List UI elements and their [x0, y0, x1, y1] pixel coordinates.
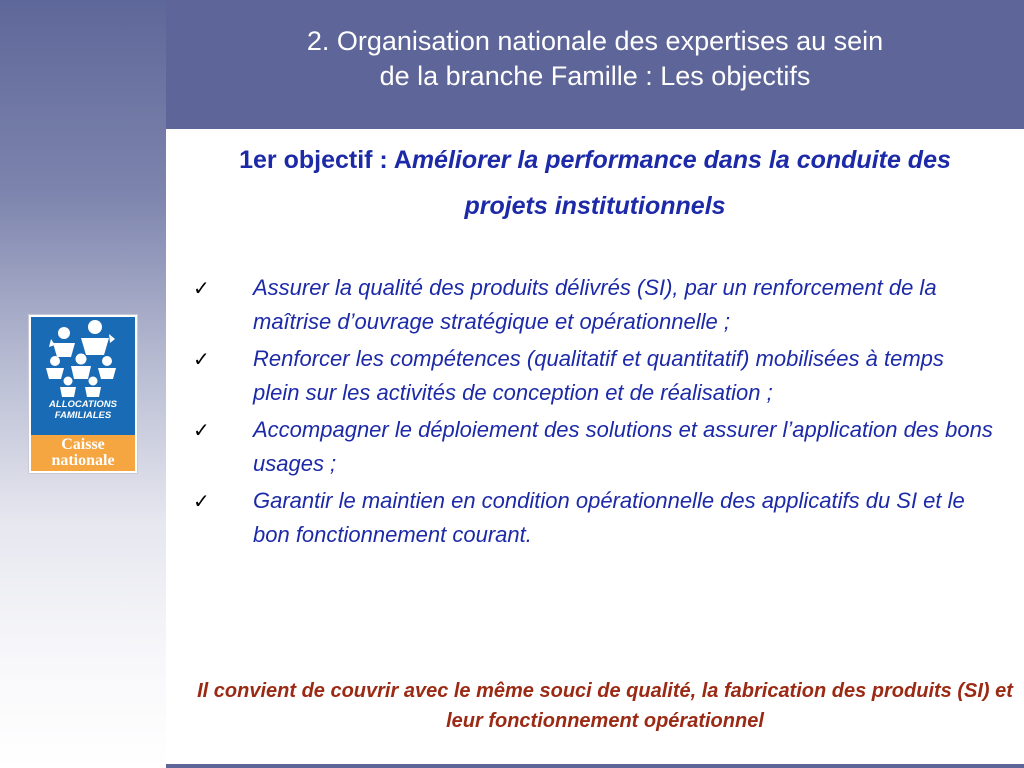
- header-banner: [166, 0, 1024, 129]
- checkmark-icon: ✓: [193, 418, 210, 442]
- list-item: [193, 342, 993, 410]
- conclusion-note: Il convient de couvrir avec le même souci de qualité, la fabrication des produits (SI) et leur fonctionnement opérationnel: [197, 680, 1013, 732]
- logo-text-line-1: ALLOCATIONS: [49, 399, 117, 410]
- bullet-text: Accompagner le déploiement des solutions et assurer l’application des bons usages ;: [253, 417, 993, 476]
- checkmark-icon: ✓: [193, 347, 210, 371]
- objective-emphasis: méliorer la performance dans la conduite des projets institutionnels: [411, 146, 951, 220]
- bullet-text: Renforcer les compétences (qualitatif et quantitatif) mobilisées à temps plein sur les activités de conception et de réalisation ;: [253, 346, 944, 405]
- bullet-text: Garantir le maintien en condition opérationnelle des applicatifs du SI et le bon fonctionnement courant.: [253, 488, 965, 547]
- logo-blue-panel: [31, 317, 135, 443]
- bottom-divider: [166, 764, 1024, 768]
- checkmark-icon: ✓: [193, 489, 210, 513]
- objective-heading: [200, 137, 990, 229]
- bullet-text: Assurer la qualité des produits délivrés (SI), par un renforcement de la maîtrise d’ouvrage stratégique et opérationnelle ;: [253, 275, 937, 334]
- objective-bullet-list: [193, 271, 993, 555]
- page-title: [307, 24, 883, 94]
- list-item: [193, 484, 993, 552]
- logo-nationale-text: nationale: [51, 452, 115, 469]
- logo-text: [31, 399, 135, 421]
- family-figures-icon: [31, 317, 135, 399]
- logo-orange-panel: [31, 435, 135, 471]
- title-line-2: de la branche Famille : Les objectifs: [379, 60, 811, 91]
- caf-logo: [28, 314, 138, 474]
- title-line-1: 2. Organisation nationale des expertises au sein: [306, 25, 884, 56]
- objective-prefix: 1er objectif : A: [239, 146, 412, 174]
- logo-text-line-2: FAMILIALES: [54, 410, 112, 421]
- list-item: [193, 413, 993, 481]
- checkmark-icon: ✓: [193, 276, 210, 300]
- list-item: [193, 271, 993, 339]
- logo-caisse-text: Caisse: [61, 436, 105, 453]
